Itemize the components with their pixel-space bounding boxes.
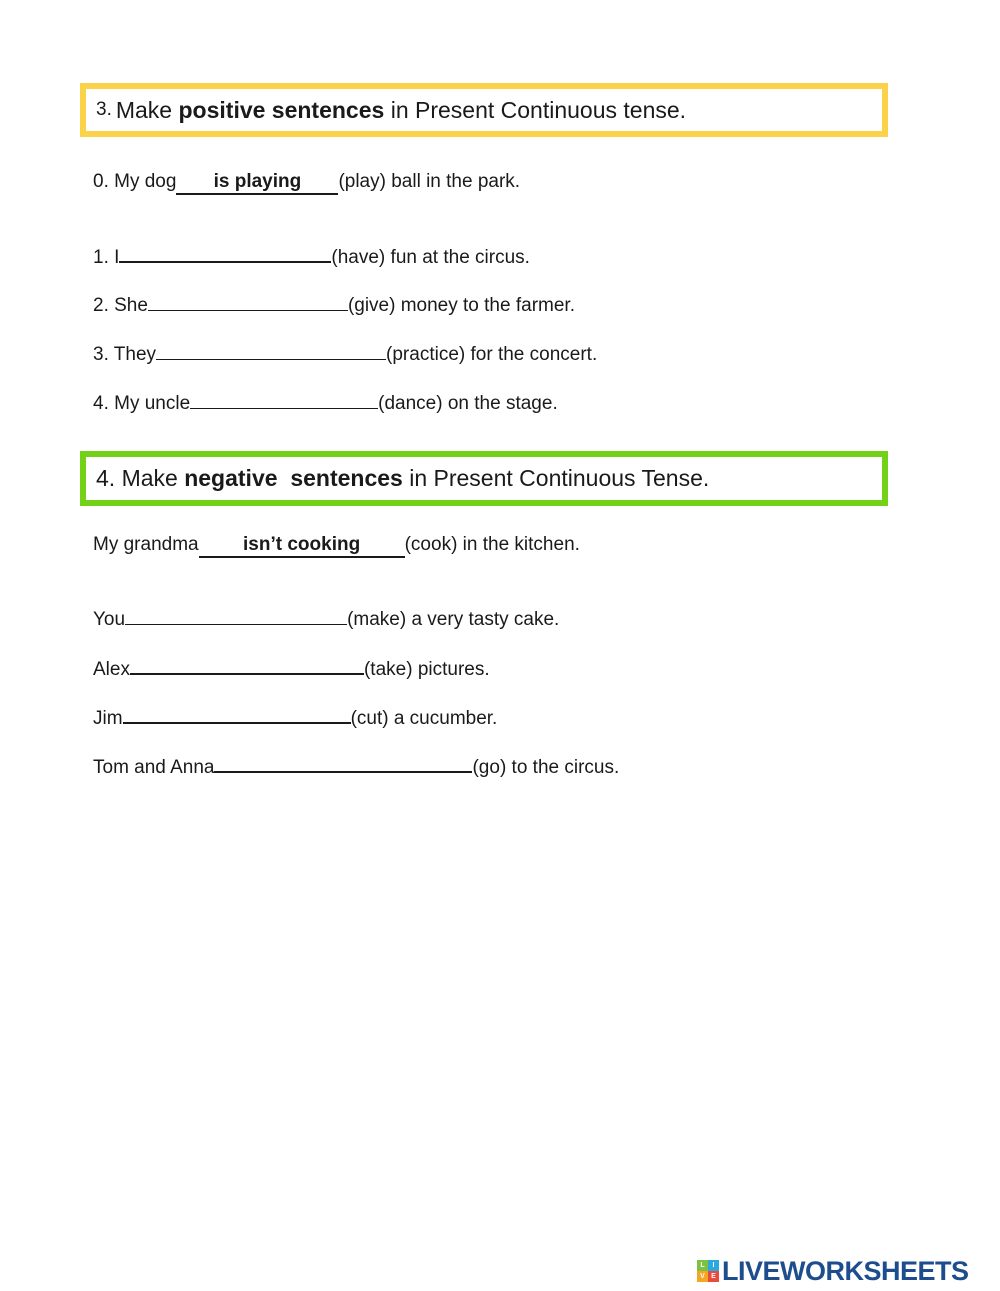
section4-example [93,533,580,558]
item-prefix: Tom and Anna [93,757,215,778]
section4-item-4 [93,753,619,780]
item-prefix: Jim [93,708,123,729]
answer-blank[interactable] [130,655,364,675]
section3-title-pre: Make [115,96,173,123]
item-suffix: (make) a very tasty cake. [347,609,560,630]
logo-mark-icon [697,1260,719,1282]
answer-blank[interactable] [214,753,472,773]
section4-title-pre: Make [121,465,178,491]
logo-mark-letter: E [708,1271,719,1282]
section3-header [80,83,888,137]
section3-item-4 [93,390,558,416]
answer-blank[interactable] [119,243,331,263]
item-prefix: Alex [93,659,130,680]
section4-item-1 [93,606,559,632]
item-suffix: (have) fun at the circus. [331,247,530,268]
logo-mark-letter: V [697,1271,708,1282]
section4-item-2 [93,655,490,682]
example-prefix: 0. My dog [93,171,177,192]
section3-example [93,170,520,195]
answer-blank[interactable] [190,390,378,409]
logo-mark-letter: I [708,1260,719,1271]
answer-blank[interactable] [156,341,386,360]
example-answer: isn’t cooking [199,534,405,558]
item-suffix: (cut) a cucumber. [350,708,498,729]
item-suffix: (practice) for the concert. [386,344,598,365]
item-suffix: (give) money to the farmer. [347,295,575,316]
item-prefix: 1. I [93,247,120,268]
logo-mark-letter: L [697,1260,708,1271]
item-prefix: 2. She [93,295,148,316]
section4-number: 4. [96,465,116,491]
logo-text: LIVEWORKSHEETS [722,1255,969,1286]
item-prefix: 4. My uncle [93,393,191,414]
item-suffix: (take) pictures. [363,659,490,680]
example-prefix: My grandma [93,534,199,555]
section4-header [80,451,888,506]
section4-title-bold: negative sentences [184,465,403,491]
liveworksheets-logo [697,1257,969,1285]
item-prefix: You [93,609,126,630]
section3-item-2 [93,292,575,318]
example-suffix: (cook) in the kitchen. [404,534,580,555]
answer-blank[interactable] [148,292,348,311]
example-answer: is playing [176,171,338,195]
answer-blank[interactable] [125,606,347,625]
item-prefix: 3. They [93,344,157,365]
section3-title-post: in Present Continuous tense. [390,96,687,123]
section3-title-bold: positive sentences [178,96,385,123]
item-suffix: (go) to the circus. [472,757,620,778]
section4-item-3 [93,704,497,731]
example-suffix: (play) ball in the park. [338,171,521,192]
section3-number: 3. [96,99,112,120]
section3-item-1 [93,243,530,270]
section4-title-post: in Present Continuous Tense. [409,465,710,491]
item-suffix: (dance) on the stage. [378,393,558,414]
answer-blank[interactable] [123,704,351,724]
section3-item-3 [93,341,597,367]
